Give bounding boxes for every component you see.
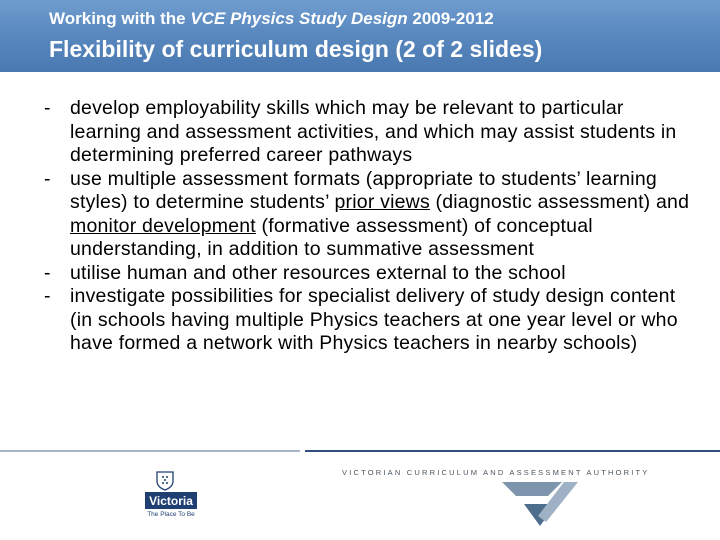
subtitle-suffix: 2009-2012: [407, 9, 494, 28]
bullet-text: develop employability skills which may be relevant to particular learning and assessment activities, and which may assist students in determining preferred career pathways: [70, 97, 677, 166]
bullet-item: [44, 97, 694, 168]
bullet-text-part: (formative assessment) of conceptual understanding, in addition to summative assessment: [70, 214, 593, 260]
victoria-tagline: The Place To Be: [147, 511, 195, 518]
subtitle-prefix: Working with the: [49, 9, 191, 28]
bullet-list: [44, 97, 694, 356]
bullet-text: utilise human and other resources external to the school: [70, 261, 566, 284]
bullet-item: [44, 285, 694, 356]
footer-divider-left: [0, 450, 300, 452]
bullet-dash: -: [44, 97, 51, 119]
slide-subtitle: [49, 9, 494, 29]
bullet-dash: -: [44, 285, 51, 307]
bullet-text-part: (diagnostic assessment) and: [429, 191, 690, 213]
footer-divider-right: [305, 450, 720, 452]
vcaa-text: VICTORIAN CURRICULUM AND ASSESSMENT AUTHORITY: [342, 468, 650, 477]
subtitle-italic: VCE Physics Study Design: [190, 9, 408, 28]
bullet-item: [44, 262, 694, 286]
bullet-dash: -: [44, 261, 51, 284]
victoria-logo: [145, 470, 197, 518]
slide-header: [0, 0, 720, 72]
prior-views-link[interactable]: prior views: [334, 191, 430, 213]
vcaa-logo-icon: [500, 476, 580, 528]
bullet-text-part: use multiple assessment formats (appropriate to students’ learning styles) to determine students’: [70, 167, 657, 213]
bullet-dash: -: [44, 167, 51, 190]
slide-title: Flexibility of curriculum design (2 of 2 slides): [49, 36, 543, 62]
bullet-item: [44, 168, 694, 262]
bullet-text: investigate possibilities for specialist delivery of study design content (in schools having multiple Physics teachers at one year level or who have formed a network with Physics teachers in nearby schools): [70, 285, 678, 354]
victoria-logo-text: Victoria: [149, 494, 193, 508]
monitor-development-link[interactable]: monitor development: [70, 214, 256, 237]
